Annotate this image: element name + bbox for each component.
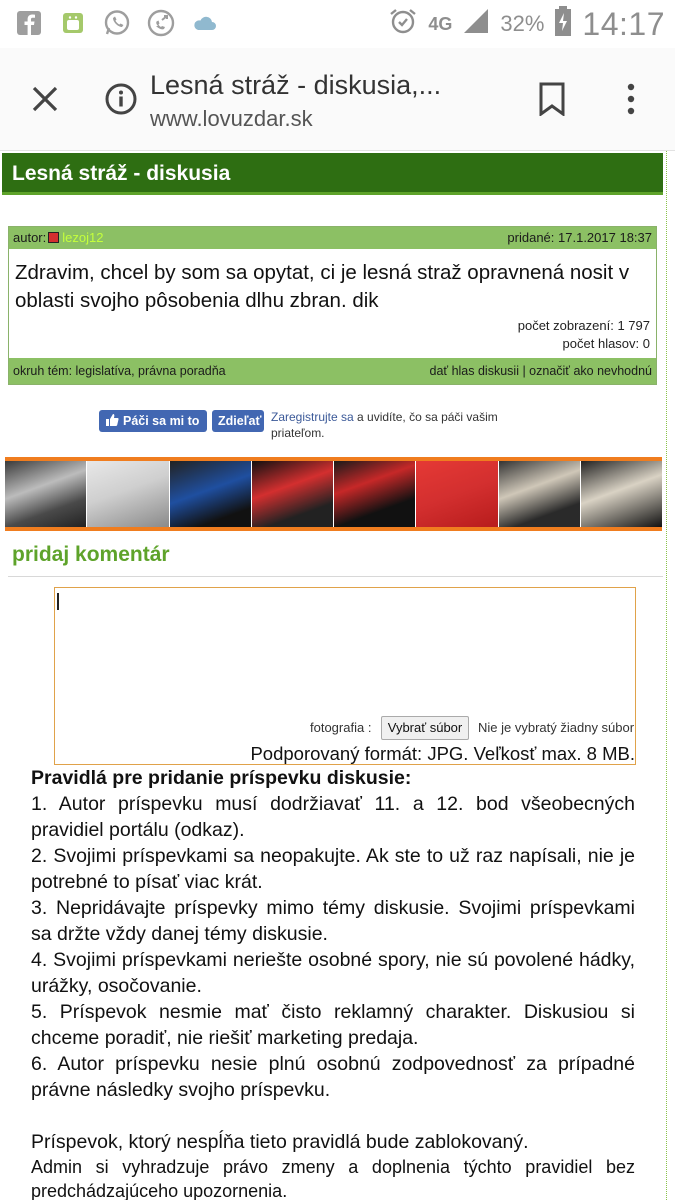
clock: 14:17 [582, 5, 665, 42]
author-name[interactable]: lezoj12 [62, 230, 104, 245]
banner-seat-image [499, 461, 581, 527]
file-status: Nie je vybratý žiadny súbor [478, 720, 635, 735]
bookmark-icon [538, 82, 566, 116]
battery-icon [554, 5, 572, 43]
photo-upload [55, 716, 635, 740]
close-tab-button[interactable] [26, 80, 64, 118]
rule-item: 1. Autor príspevku musí dodržiavať 11. a 12. bod všeobecných pravidiel portálu (odkaz). [31, 793, 635, 841]
photo-label: fotografia : [310, 720, 372, 735]
format-note: Podporovaný formát: JPG. Veľkosť max. 8 MB. [250, 743, 635, 764]
cloud-icon [190, 8, 220, 38]
add-comment-title: pridaj komentár [12, 543, 170, 566]
fb-share-button[interactable]: Zdieľať [212, 410, 264, 432]
banner-seat-image [581, 461, 662, 527]
status-bar [0, 0, 675, 48]
missed-call-icon [146, 8, 176, 38]
page-url[interactable]: www.lovuzdar.sk [150, 106, 313, 131]
facebook-widget [99, 407, 529, 443]
whatsapp-icon [102, 8, 132, 38]
post-actions[interactable]: dať hlas diskusii | označiť ako nevhodnú [429, 364, 652, 378]
signal-icon [462, 7, 490, 41]
fb-like-button[interactable]: Páči sa mi to [99, 410, 207, 432]
author-flag-icon [48, 232, 59, 243]
more-menu-button[interactable] [616, 78, 646, 120]
facebook-icon [14, 8, 44, 38]
page-title: Lesná stráž - diskusia,... [150, 70, 442, 100]
info-icon [104, 82, 138, 116]
more-vert-icon [627, 83, 635, 115]
banner-seat-image [416, 461, 498, 527]
android-icon [58, 8, 88, 38]
browser-toolbar [0, 48, 675, 151]
web-content [0, 151, 675, 1200]
ad-banner[interactable] [5, 457, 662, 531]
comment-textarea[interactable] [54, 587, 636, 765]
bookmark-button[interactable] [534, 78, 570, 120]
alarm-icon [388, 6, 418, 42]
post-topic[interactable]: okruh tém: legislatíva, právna poradňa [13, 364, 226, 378]
network-type: 4G [428, 13, 453, 34]
thumbs-up-icon [105, 413, 119, 427]
fb-register-link[interactable]: Zaregistrujte sa [271, 410, 354, 424]
banner-seat-image [5, 461, 87, 527]
close-icon [30, 84, 60, 114]
rules-admin-note: Admin si vyhradzuje právo zmeny a doplnenia týchto pravidiel bez predchádzajúceho upozornenia. [31, 1157, 635, 1200]
choose-file-button[interactable]: Vybrať súbor [381, 716, 469, 740]
banner-seat-image [87, 461, 169, 527]
page-border [666, 151, 675, 1200]
banner-seat-image [170, 461, 252, 527]
post-footer [9, 358, 656, 384]
post-date: pridané: 17.1.2017 18:37 [507, 230, 652, 245]
text-caret [57, 593, 59, 610]
fb-register-text: Zaregistrujte sa a uvidíte, čo sa páči vašim priateľom. [271, 410, 498, 440]
vote-count: počet hlasov: 0 [562, 336, 650, 351]
rules-blocked-note: Príspevok, ktorý nespĺňa tieto pravidlá bude zablokovaný. [31, 1131, 529, 1153]
rules-title: Pravidlá pre pridanie príspevku diskusie: [31, 767, 412, 789]
site-info-button[interactable] [102, 80, 140, 118]
author-label: autor: [13, 230, 47, 245]
banner-seat-image [252, 461, 334, 527]
divider [8, 576, 663, 577]
discussion-header: Lesná stráž - diskusia [2, 153, 663, 195]
discussion-post [8, 226, 657, 385]
banner-seat-image [334, 461, 416, 527]
rule-item: 5. Príspevok nesmie mať čisto reklamný charakter. Diskusiou si chceme poradiť, nie riešiť marketing predaja. [31, 1001, 635, 1049]
rule-item: 6. Autor príspevku nesie plnú osobnú zodpovednosť za prípadné právne následky svojho príspevku. [31, 1053, 635, 1101]
battery-percent: 32% [500, 11, 545, 36]
rule-item: 4. Svojimi príspevkami neriešte osobné spory, nie sú povolené hádky, urážky, osočovanie. [31, 949, 635, 997]
rules-section [31, 765, 635, 1200]
view-count: počet zobrazení: 1 797 [517, 318, 650, 333]
post-text: Zdravim, chcel by som sa opytat, ci je lesná straž opravnená nosit v oblasti svojho pôsobenia dlhu zbran. dik [15, 261, 630, 312]
post-meta [9, 227, 656, 249]
rule-item: 3. Nepridávajte príspevky mimo témy diskusie. Svojimi príspevkami sa držte vždy danej témy diskusie. [31, 897, 635, 945]
rule-item: 2. Svojimi príspevkami sa neopakujte. Ak ste to už raz napísali, nie je potrebné to písať viac krát. [31, 845, 635, 893]
post-stats [9, 317, 656, 353]
